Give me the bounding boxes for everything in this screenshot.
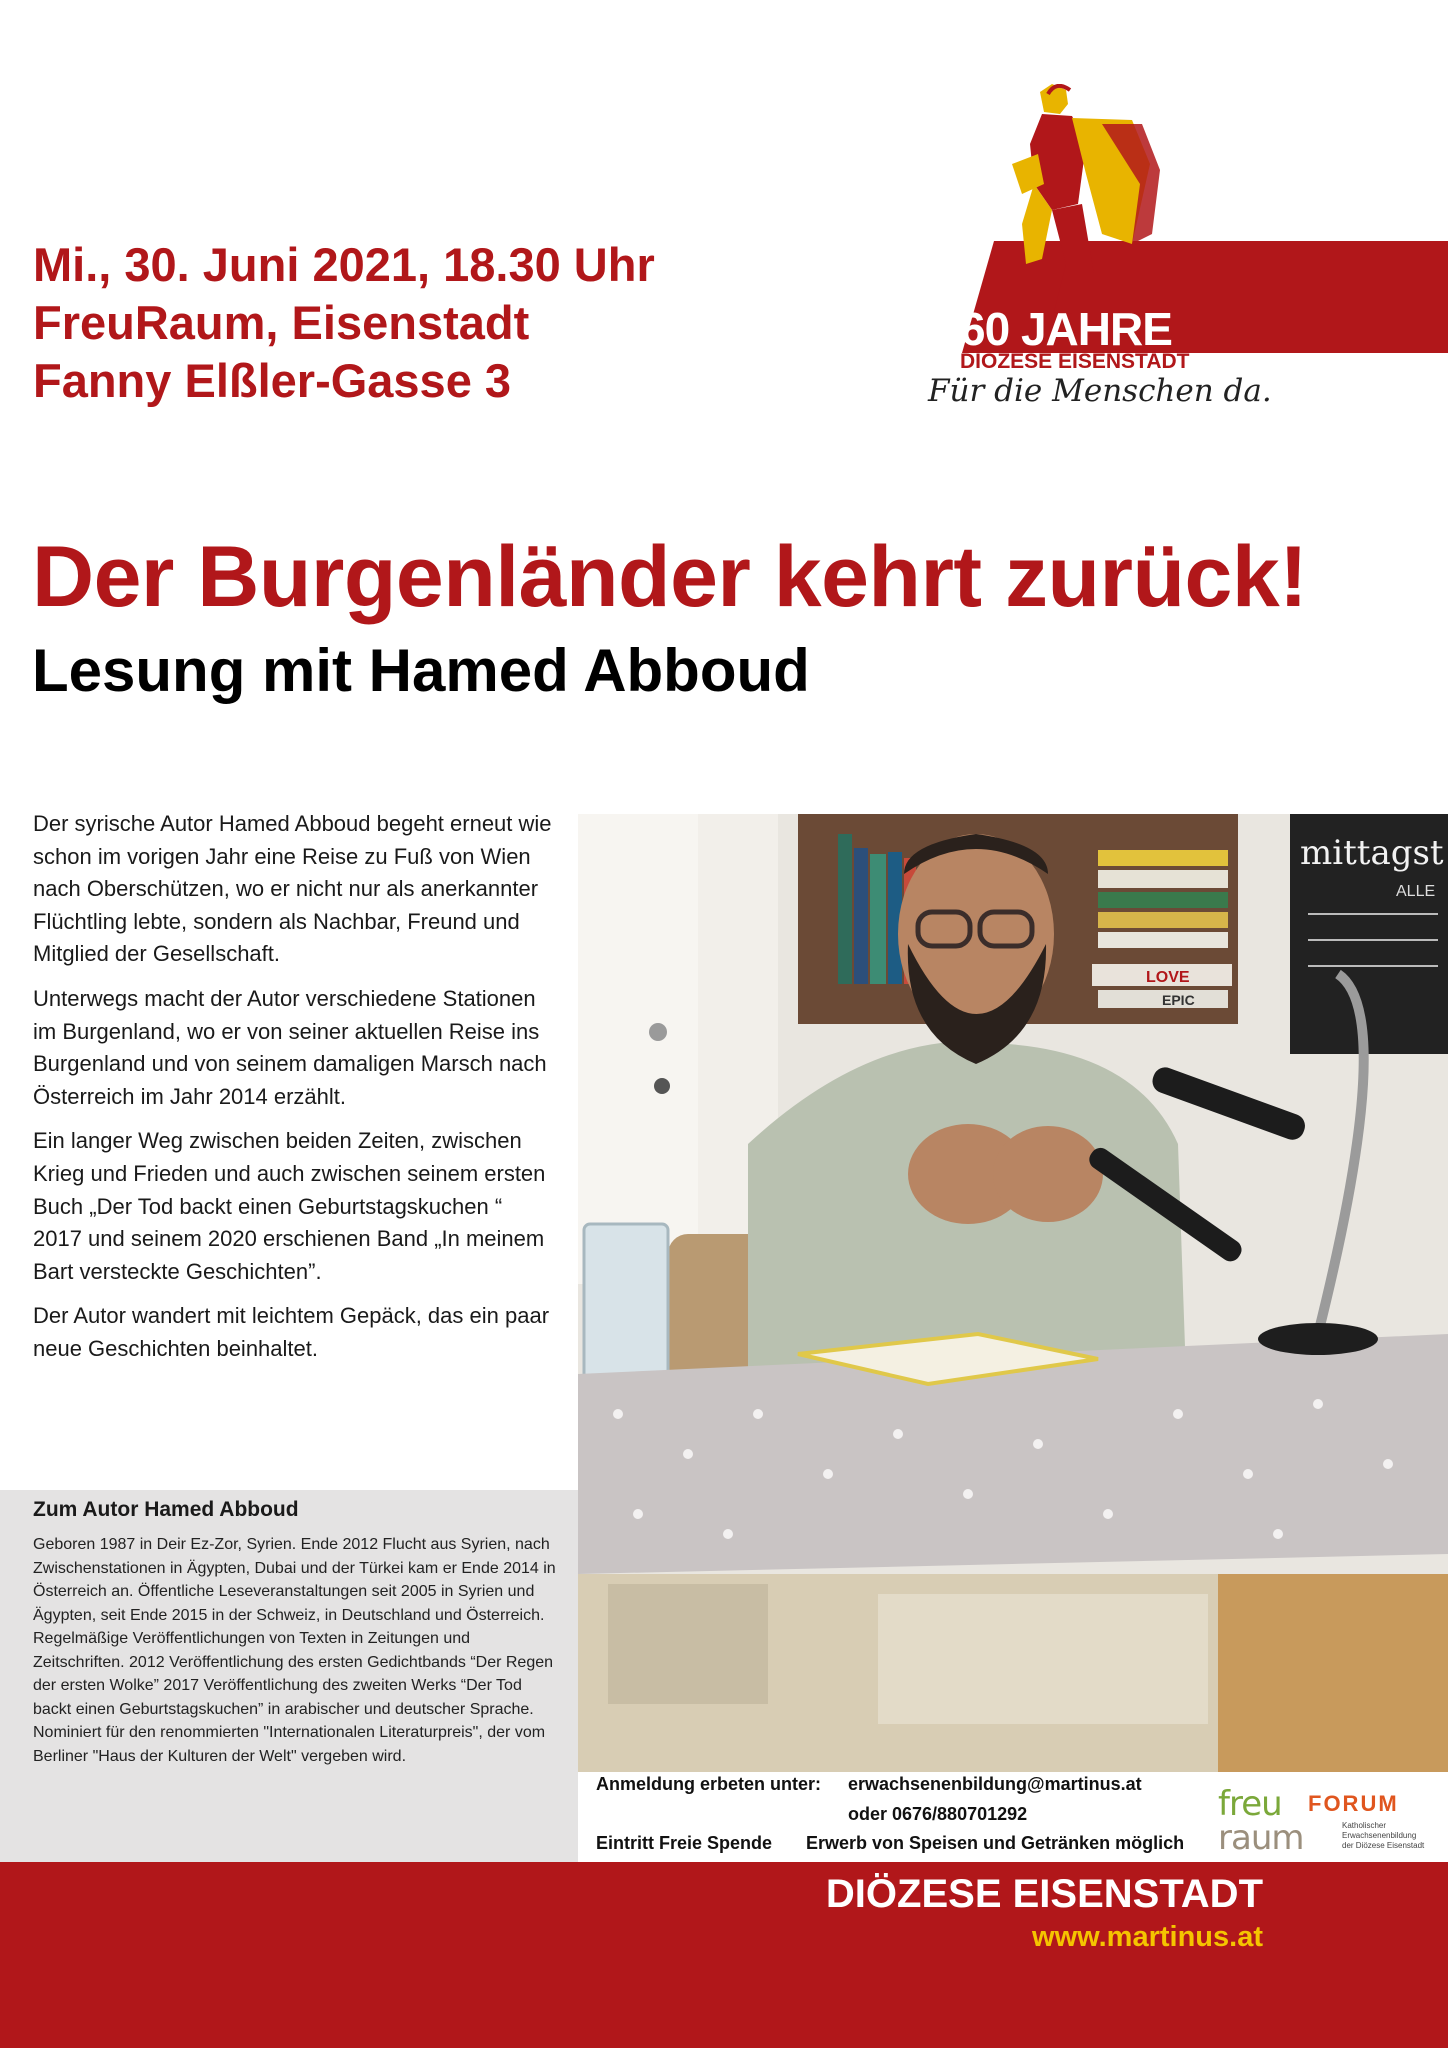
book-spine-love: LOVE [1146, 969, 1190, 986]
chalkboard-subtext: ALLE [1396, 883, 1436, 900]
body-paragraph: Ein langer Weg zwischen beiden Zeiten, zwischen Krieg und Frieden und auch zwischen seinem ersten Buch „Der Tod backt einen Geburtstagskuchen “ 2017 und seinem 2020 erschienen Band „In meinem Bart versteckte Geschichten”. [33, 1128, 546, 1284]
event-date-time: Mi., 30. Juni 2021, 18.30 Uhr [33, 238, 655, 291]
registration-label: Anmeldung erbeten unter: [596, 1774, 822, 1794]
entry-fee-note: Eintritt Freie Spende [596, 1833, 773, 1853]
freuraum-logo [1218, 1784, 1304, 1859]
dioezese-anniversary-logo [920, 84, 1448, 424]
author-biography: Geboren 1987 in Deir Ez-Zor, Syrien. Ende 2012 Flucht aus Syrien, nach Zwischenstationen in Ägypten, Dubai und der Türkei kam er Ende 2014 in Österreich an. Öffentliche Leseveranstaltungen seit 2005 in Syrien und Ägypten, seit Ende 2015 in der Schweiz, in Deutschland und Österreich. Regelmäßige Veröffentlichungen von Texten in Zeitungen und Zeitschriften. 2012 Veröffentlichung des ersten Gedichtbands “Der Regen der ersten Wolke” 2017 Veröffentlichung des zweiten Werks “Der Tod backt einen Geburtstagskuchen” in arabischer und deutscher Sprache. Nominiert für den renommierten "Internationalen Literaturpreis", der vom Berliner "Haus der Kulturen der Welt" vergeben wird. [33, 1536, 556, 1765]
freuraum-logo-raum: raum [1218, 1818, 1304, 1858]
main-title: Der Burgenländer kehrt zurück! [32, 529, 1308, 625]
event-venue: FreuRaum, Eisenstadt [33, 296, 530, 349]
body-paragraph: Unterwegs macht der Autor verschiedene Stationen im Burgenland, wo er von seiner aktuellen Reise ins Burgenland und von seinem damaligen Marsch nach Österreich im Jahr 2014 erzählt. [33, 985, 547, 1109]
registration-email[interactable]: erwachsenenbildung@martinus.at [848, 1774, 1142, 1794]
logo-years-text: 60 JAHRE [960, 303, 1172, 355]
book-spine-epic: EPIC [1162, 992, 1195, 1008]
author-reading-photo [578, 814, 1448, 1772]
saint-martin-figure-icon [982, 84, 1182, 314]
event-address: Fanny Elßler-Gasse 3 [33, 354, 512, 407]
author-heading: Zum Autor Hamed Abboud [33, 1498, 299, 1521]
freuraum-logo-freu: freu [1218, 1784, 1282, 1824]
logo-slogan: Für die Menschen da. [928, 373, 1272, 409]
body-paragraph: Der syrische Autor Hamed Abboud begeht erneut wie schon im vorigen Jahr eine Reise zu Fuß von Wien nach Oberschützen, wo er nicht nur als anerkannter Flüchtling lebte, sondern als Nachbar, Freund und Mitglied der Gesellschaft. [33, 811, 552, 967]
footer-dioezese-name: DIÖZESE EISENSTADT [825, 1872, 1263, 1916]
sub-title: Lesung mit Hamed Abboud [32, 637, 810, 704]
forum-logo-subtext: Katholischer Erwachsenenbildung der Diözese Eisenstadt [1342, 1821, 1425, 1850]
footer-website-link[interactable]: www.martinus.at [1032, 1921, 1263, 1953]
body-paragraph: Der Autor wandert mit leichtem Gepäck, das ein paar neue Geschichten beinhaltet. [33, 1303, 550, 1361]
forum-logo-text: FORUM [1308, 1791, 1399, 1816]
logo-dioezese-text: DIÖZESE EISENSTADT [960, 350, 1190, 373]
forum-logo [1308, 1791, 1438, 1857]
photo-illustration [578, 814, 1448, 1772]
event-info [33, 236, 655, 410]
food-drinks-note: Erwerb von Speisen und Getränken möglich [806, 1833, 1185, 1853]
registration-phone[interactable]: oder 0676/880701292 [848, 1804, 1028, 1824]
chalkboard-text: mittagst [1300, 833, 1444, 873]
body-text [33, 808, 553, 1378]
